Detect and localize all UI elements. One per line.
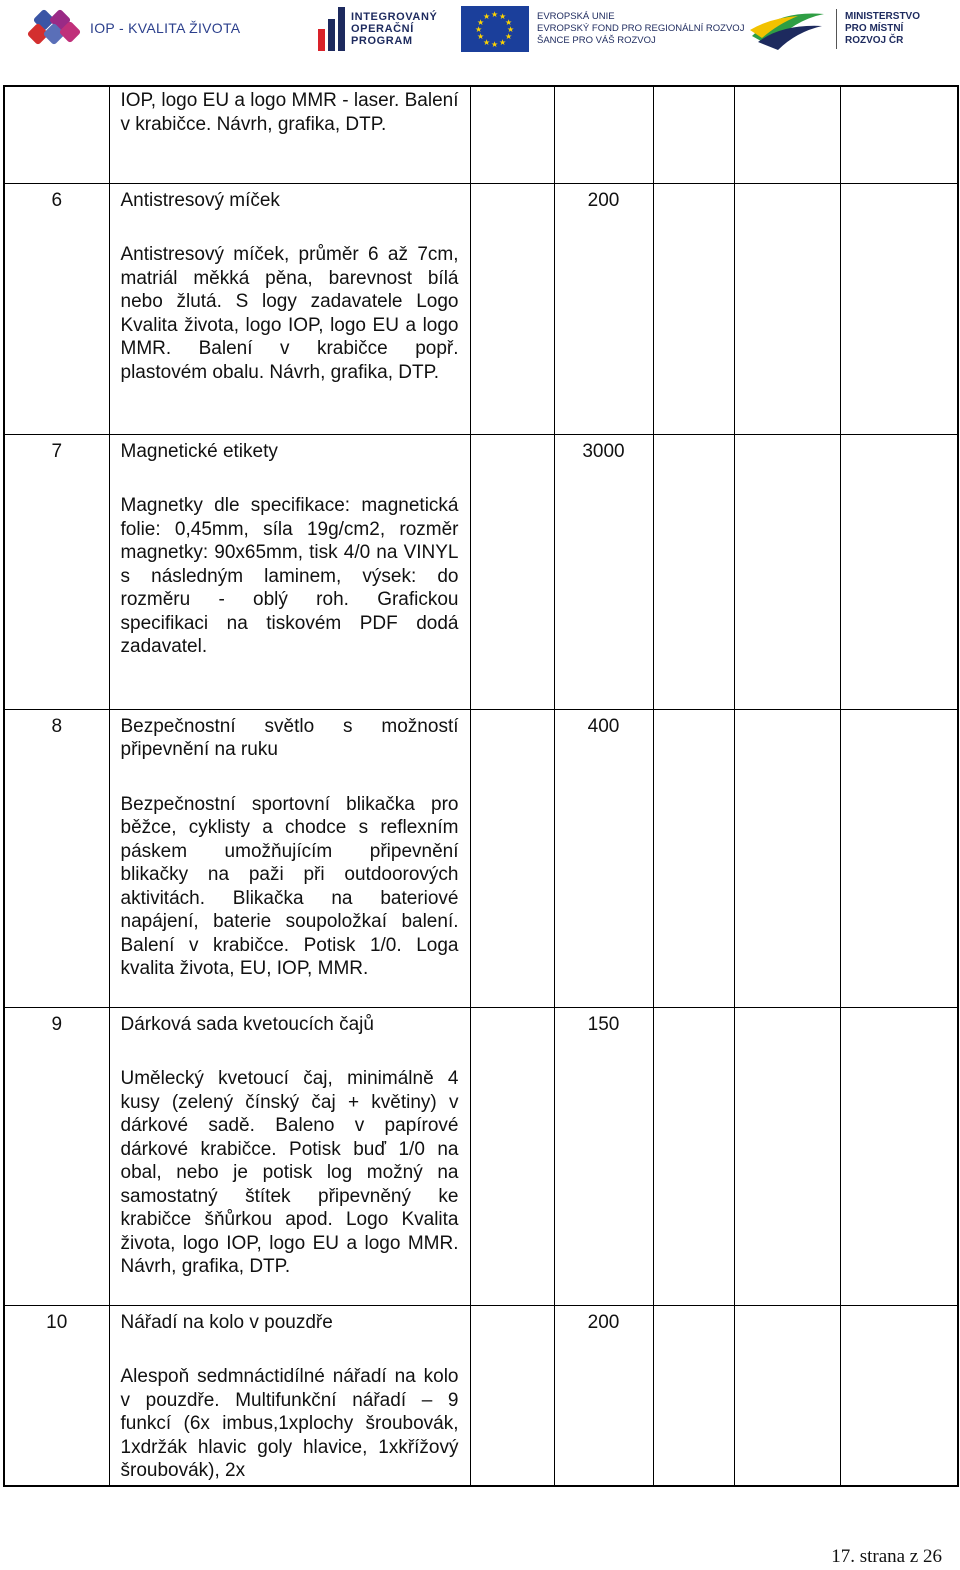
quantity-cell: 200	[554, 1305, 653, 1486]
empty-cell	[653, 434, 734, 709]
table-row	[4, 709, 958, 1007]
iop-kvalita-zivota-logo	[30, 8, 240, 48]
eu-erdf-logo	[461, 6, 744, 52]
table-row	[4, 86, 958, 183]
number-cell: 8	[4, 709, 109, 1007]
empty-cell	[653, 1305, 734, 1486]
empty-cell	[653, 183, 734, 434]
quantity-cell: 200	[554, 183, 653, 434]
quantity-cell: 3000	[554, 434, 653, 709]
item-name: Magnetické etikety	[120, 440, 278, 462]
page-number: 17. strana z 26	[831, 1546, 942, 1567]
items-table	[3, 85, 959, 1487]
table-row	[4, 434, 958, 709]
empty-cell	[734, 709, 840, 1007]
quantity-cell: 150	[554, 1007, 653, 1305]
mmr-logo	[748, 4, 920, 54]
page-header	[0, 0, 960, 62]
description-cell	[109, 1305, 470, 1486]
empty-cell	[734, 183, 840, 434]
item-description: Magnetky dle specifikace: magnetická folie: 0,45mm, síla 19g/cm2, rozměr magnetky: 90x65mm, tisk 4/0 na VINYL s následným laminem, výsek: do rozměru - oblý roh. Grafickou specifikaci na tiskovém PDF dodá zadavatel.	[120, 495, 459, 657]
table-row	[4, 1007, 958, 1305]
empty-cell	[734, 1305, 840, 1486]
empty-cell	[734, 1007, 840, 1305]
item-name: Bezpečnostní světlo s možností připevnění na ruku	[120, 715, 459, 760]
description-cell	[109, 86, 470, 183]
description-cell	[109, 434, 470, 709]
table-row	[4, 1305, 958, 1486]
eu-logo-text: EVROPSKÁ UNIE EVROPSKÝ FOND PRO REGIONÁLNÍ ROZVOJ ŠANCE PRO VÁŠ ROZVOJ	[537, 11, 745, 46]
number-cell: 6	[4, 183, 109, 434]
mmr-swoosh-icon	[748, 6, 828, 52]
empty-cell	[653, 86, 734, 183]
empty-cell	[470, 709, 554, 1007]
quantity-cell: 400	[554, 709, 653, 1007]
iop-logo-text: IOP - KVALITA ŽIVOTA	[90, 20, 241, 36]
description-cell	[109, 183, 470, 434]
description-cell	[109, 709, 470, 1007]
empty-cell	[470, 183, 554, 434]
description-cell	[109, 1007, 470, 1305]
empty-cell	[840, 183, 958, 434]
number-cell: 9	[4, 1007, 109, 1305]
empty-cell	[470, 1305, 554, 1486]
empty-cell	[840, 1305, 958, 1486]
empty-cell	[840, 1007, 958, 1305]
item-name: Dárková sada kvetoucích čajů	[120, 1013, 374, 1035]
number-cell: 7	[4, 434, 109, 709]
continuation-description: IOP, logo EU a logo MMR - laser. Balení v krabičce. Návrh, grafika, DTP.	[120, 90, 459, 135]
item-description: Umělecký kvetoucí čaj, minimálně 4 kusy (zelený čínský čaj + květiny) v dárkové sadě. Baleno v papírové dárkové krabičce. Potisk buď 1/0 na obal, nebo je potisk log možný na samostatný štítek připevněný ke krabičce šňůrkou apod. Logo Kvalita života, logo IOP, logo EU a logo MMR. Návrh, grafika, DTP.	[120, 1068, 459, 1277]
item-name: Nářadí na kolo v pouzdře	[120, 1311, 333, 1333]
table-row	[4, 183, 958, 434]
empty-cell	[470, 434, 554, 709]
empty-cell	[653, 1007, 734, 1305]
number-cell	[4, 86, 109, 183]
empty-cell	[840, 86, 958, 183]
empty-cell	[840, 709, 958, 1007]
empty-cell	[554, 86, 653, 183]
empty-cell	[840, 434, 958, 709]
item-description: Alespoň sedmnáctidílné nářadí na kolo v pouzdře. Multifunkční nářadí – 9 funkcí (6x imbus,1xplochy šroubovák, 1xdržák hlavic goly hlavice, 1xkřížový šroubovák), 2x	[120, 1366, 459, 1481]
op-logo-text: INTEGROVANÝ OPERAČNÍ PROGRAM	[351, 11, 438, 47]
hexagon-cluster-icon	[30, 10, 80, 46]
integrovany-operacni-program-logo	[318, 5, 437, 53]
empty-cell	[470, 1007, 554, 1305]
empty-cell	[734, 86, 840, 183]
empty-cell	[734, 434, 840, 709]
item-description: Antistresový míček, průměr 6 až 7cm, matriál měkká pěna, barevnost bílá nebo žlutá. S logy zadavatele Logo Kvalita života, logo IOP, logo EU a logo MMR. Balení v krabičce popř. plastovém obalu. Návrh, grafika, DTP.	[120, 244, 459, 383]
empty-cell	[653, 709, 734, 1007]
number-cell: 10	[4, 1305, 109, 1486]
item-description: Bezpečnostní sportovní blikačka pro běžce, cyklisty a chodce s reflexním páskem umožňujícím připevnění blikačky na paži při outdoorových aktivitách. Blikačka na bateriové napájení, baterie soupoložkaí balení. Balení v krabičce. Potisk 1/0. Loga kvalita života, EU, IOP, MMR.	[120, 793, 459, 979]
empty-cell	[470, 86, 554, 183]
mmr-divider	[836, 9, 837, 49]
item-name: Antistresový míček	[120, 189, 280, 211]
mmr-logo-text: MINISTERSTVO PRO MÍSTNÍ ROZVOJ ČR	[845, 11, 921, 46]
eu-flag-icon: ★ ★ ★ ★ ★ ★ ★ ★ ★ ★ ★ ★	[461, 6, 529, 52]
op-bars-icon	[318, 7, 345, 51]
